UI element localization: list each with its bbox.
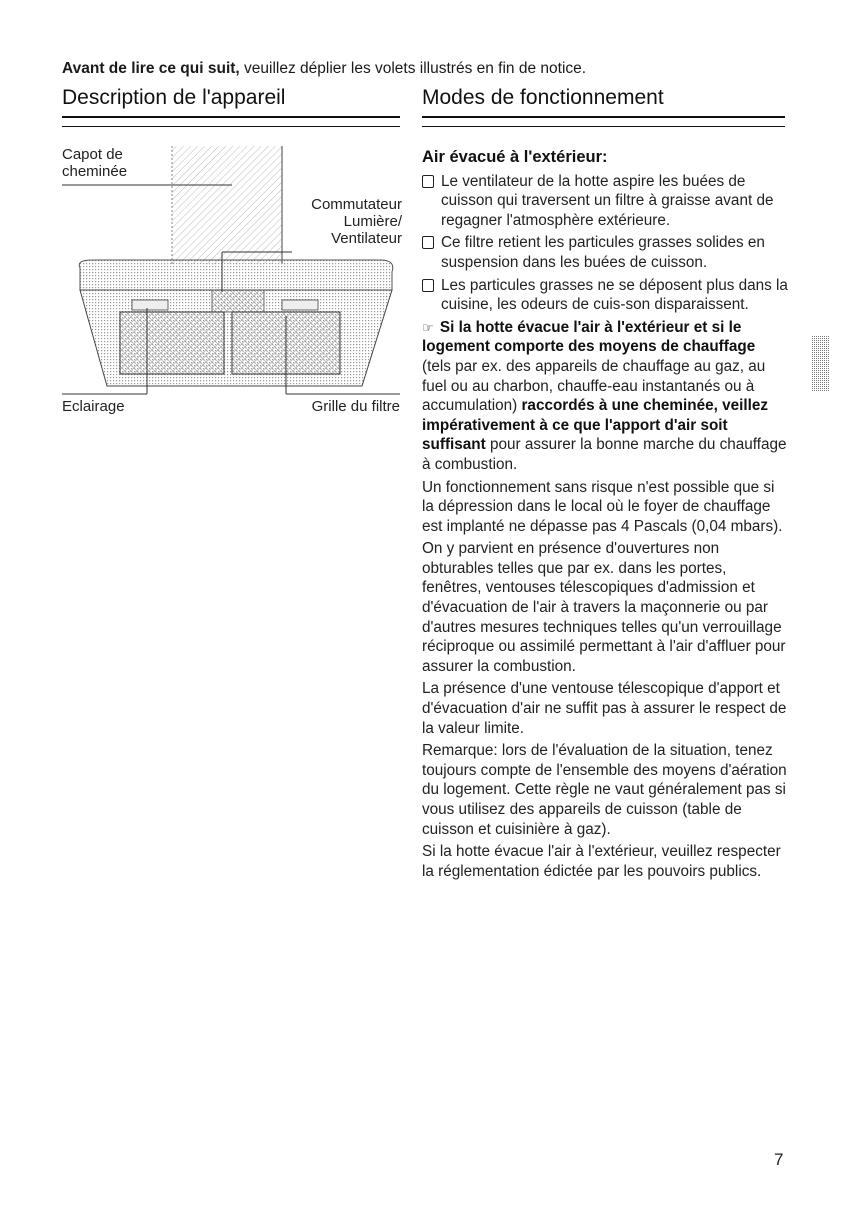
hood-diagram [62, 140, 402, 440]
label-commutateur: Commutateur Lumière/ Ventilateur [311, 196, 402, 247]
light-left [132, 300, 168, 310]
checkbox-bullet-icon [422, 276, 441, 315]
hood-illustration [62, 140, 402, 440]
bullet-item: Ce filtre retient les particules grasses solides en suspension dans les buées de cuisson. [422, 233, 788, 272]
grease-filter-left [120, 312, 224, 374]
paragraph: Si la hotte évacue l'air à l'extérieur, veuillez respecter la réglementation édictée par les pouvoirs publics. [422, 843, 781, 880]
bullet-item: Les particules grasses ne se déposent plus dans la cuisine, les odeurs de cuis-son disparaissent. [422, 276, 788, 315]
section-rule-right [422, 126, 785, 127]
paragraph: Remarque: lors de l'évaluation de la situation, tenez toujours compte de l'ensemble des moyens d'aération du logement. Cette règle ne vaut généralement pas si vous utilisez des appareils de cuisson (table de cuisson et cuisinière à gaz). [422, 742, 787, 838]
warning-paragraph: ☞ Si la hotte évacue l'air à l'extérieur et si le logement comporte des moyens de chauffage (tels par ex. des appareils de chauffage au gaz, au fuel ou au charbon, chauffe-eau instantanés ou à accumulation) raccordés à une cheminée, veillez impérativement à ce que l'apport d'air soit suffisant pour assurer la bonne marche du chauffage à combustion. [422, 318, 787, 473]
chimney-shape [172, 146, 282, 264]
paragraph: On y parvient en présence d'ouvertures non obturables telles que par ex. dans les portes, fenêtres, ventouses télescopiques d'admission et d'évacuation de l'air à travers la maçonnerie ou par d'autres mesures techniques telles qu'un verrouillage réciproque ou assimilé permettant à l'air d'affluer pour assurer la combustion. [422, 540, 786, 675]
paragraph: La présence d'une ventouse télescopique d'apport et d'évacuation d'air ne suffit pas à assurer le respect de la valeur limite. [422, 680, 787, 737]
section-title-description: Description de l'appareil [62, 86, 400, 118]
section-rule-left [62, 126, 400, 127]
label-grille-du-filtre: Grille du filtre [311, 398, 400, 415]
subheading-air-evacue: Air évacué à l'extérieur: [422, 148, 608, 166]
page-number: 7 [774, 1150, 784, 1169]
intro-line [62, 60, 586, 78]
checkbox-bullet-icon [422, 233, 441, 272]
paragraph: Un fonctionnement sans risque n'est possible que si la dépression dans le local où le foyer de chauffage est implanté ne dépasse pas 4 Pascals (0,04 mbars). [422, 478, 783, 535]
intro-bold: Avant de lire ce qui suit, [62, 60, 240, 77]
section-title-modes: Modes de fonctionnement [422, 86, 785, 118]
modes-content [422, 148, 788, 884]
canopy-top [79, 260, 393, 290]
light-right [282, 300, 318, 310]
label-eclairage: Eclairage [62, 398, 125, 415]
pointing-hand-icon: ☞ [422, 319, 434, 335]
side-tab-marker [812, 336, 830, 392]
label-capot-de-cheminee: Capot de cheminée [62, 146, 128, 180]
intro-text: veuillez déplier les volets illustrés en fin de notice. [239, 60, 587, 77]
checkbox-bullet-icon [422, 172, 441, 231]
bullet-item: Le ventilateur de la hotte aspire les buées de cuisson qui traversent un filtre à graisse avant de regagner l'atmosphère extérieure. [422, 172, 788, 231]
